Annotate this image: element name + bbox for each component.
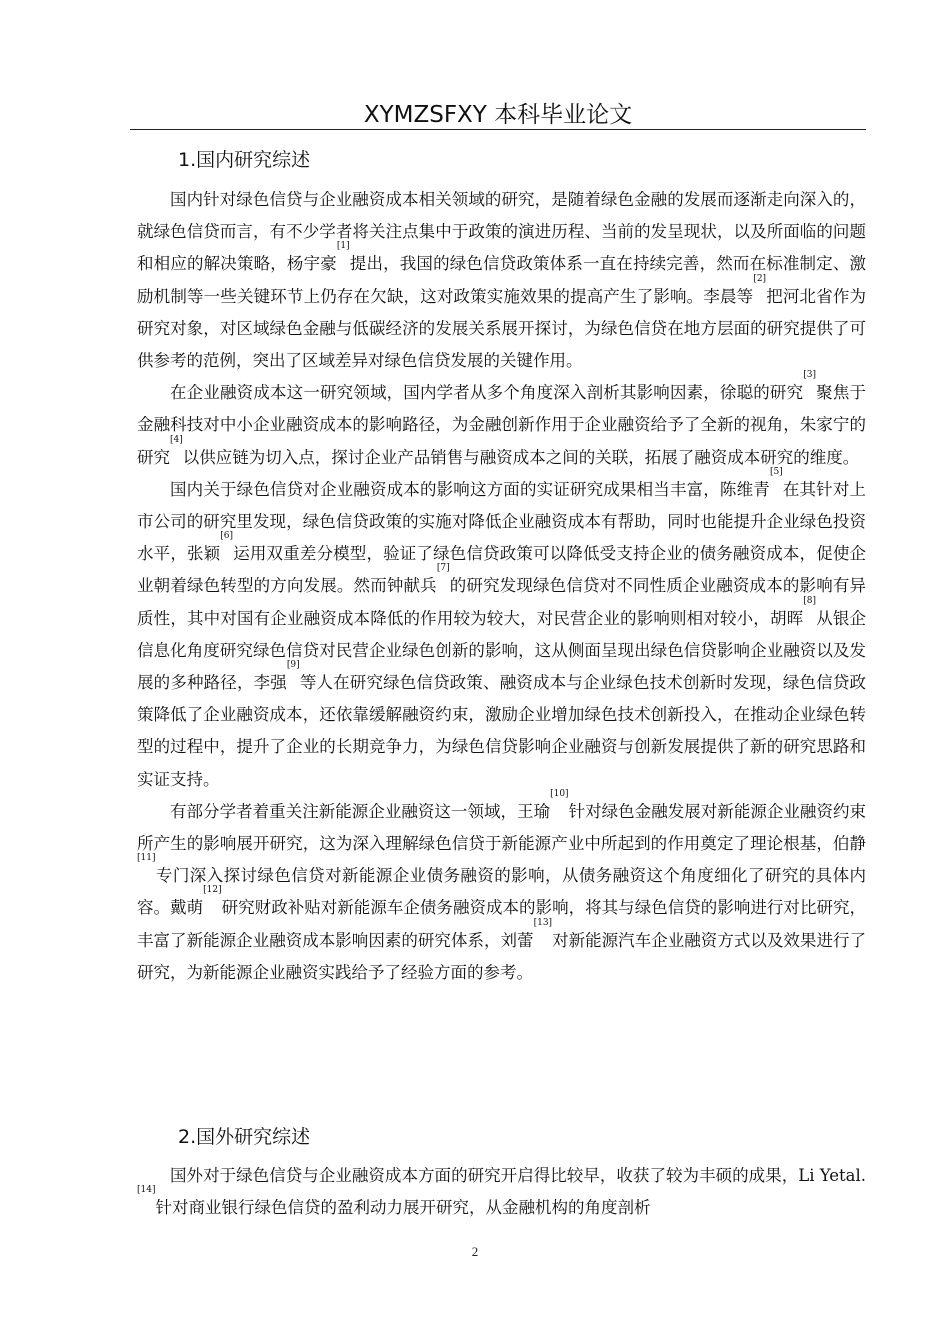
citation-marker: [13] xyxy=(533,917,553,928)
header-divider xyxy=(130,129,866,130)
citation-marker: [9] xyxy=(286,660,300,671)
section-body-foreign xyxy=(137,1160,866,1224)
citation-marker: [5] xyxy=(769,466,783,477)
section-heading-domestic: 1.国内研究综述 xyxy=(178,149,311,171)
paragraph: 国内关于绿色信贷对企业融资成本的影响这方面的实证研究成果相当丰富，陈维青[5]在其针对上市公司的研究里发现，绿色信贷政策的实施对降低企业融资成本有帮助，同时也能提升企业绿色投资水平，张颖[6]运用双重差分模型，验证了绿色信贷政策可以降低受支持企业的债务融资成本，促使企业朝着绿色转型的方向发展。然而钟献兵[7]的研究发现绿色信贷对不同性质企业融资成本的影响有异质性，其中对国有企业融资成本降低的作用较为较大，对民营企业的影响则相对较小，胡晖[8]从银企信息化角度研究绿色信贷对民营企业绿色创新的影响，这从侧面呈现出绿色信贷影响企业融资以及发展的多种路径，李强[9]等人在研究绿色信贷政策、融资成本与企业绿色技术创新时发现，绿色信贷政策降低了企业融资成本，还依靠缓解融资约束，激励企业增加绿色技术创新投入，在推动企业绿色转型的过程中，提升了企业的长期竞争力，为绿色信贷影响企业融资与创新发展提供了新的研究思路和实证支持。 xyxy=(137,466,867,789)
citation-marker: [10] xyxy=(550,788,569,799)
paragraph: 国外对于绿色信贷与企业融资成本方面的研究开启得比较早，收获了较为丰硕的成果，Li Yetal.[14]针对商业银行绿色信贷的盈利动力展开研究，从金融机构的角度剖析 xyxy=(137,1166,866,1218)
section-heading-foreign: 2.国外研究综述 xyxy=(178,1126,311,1148)
citation-marker: [8] xyxy=(803,595,817,606)
citation-marker: [7] xyxy=(436,563,450,574)
running-header-title: XYMZSFXY 本科毕业论文 xyxy=(363,102,633,128)
citation-marker: [2] xyxy=(753,273,767,284)
section-body-domestic xyxy=(137,184,866,989)
citation-marker: [14] xyxy=(137,1185,156,1196)
citation-marker: [1] xyxy=(336,241,350,252)
citation-marker: [12] xyxy=(203,885,222,896)
page-number: 2 xyxy=(471,1244,479,1259)
citation-marker: [6] xyxy=(220,531,234,542)
paragraph: 有部分学者着重关注新能源企业融资这一领域，王瑜[10]针对绿色金融发展对新能源企业融资约束所产生的影响展开研究，这为深入理解绿色信贷于新能源产业中所起到的作用奠定了理论根基，伯静[11]专门深入探讨绿色信贷对新能源企业债务融资的影响，从债务融资这个角度细化了研究的具体内容。戴萌[12]研究财政补贴对新能源车企债务融资成本的影响，将其与绿色信贷的影响进行对比研究，丰富了新能源企业融资成本影响因素的研究体系，刘蕾[13]对新能源汽车企业融资方式以及效果进行了研究，为新能源企业融资实践给予了经验方面的参考。 xyxy=(137,788,867,982)
paragraph: 国内针对绿色信贷与企业融资成本相关领域的研究，是随着绿色金融的发展而逐渐走向深入的，就绿色信贷而言，有不少学者将关注点集中于政策的演进历程、当前的发呈现状，以及所面临的问题和相应的解决策略，杨宇豪[1]提出，我国的绿色信贷政策体系一直在持续完善，然而在标准制定、激励机制等一些关键环节上仍存在欠缺，这对政策实施效果的提高产生了影响。李晨等[2]把河北省作为研究对象，对区域绿色金融与低碳经济的发展关系展开探讨，为绿色信贷在地方层面的研究提供了可供参考的范例，突出了区域差异对绿色信贷发展的关键作用。 xyxy=(137,190,867,371)
citation-marker: [4] xyxy=(170,434,183,445)
citation-marker: [3] xyxy=(803,370,817,381)
citation-marker: [11] xyxy=(137,853,156,864)
paragraph: 在企业融资成本这一研究领域，国内学者从多个角度深入剖析其影响因素，徐聪的研究[3]聚焦于金融科技对中小企业融资成本的影响路径，为金融创新作用于企业融资给予了全新的视角，朱家宁的研究[4]以供应链为切入点，探讨企业产品销售与融资成本之间的关联，拓展了融资成本研究的维度。 xyxy=(137,370,867,467)
